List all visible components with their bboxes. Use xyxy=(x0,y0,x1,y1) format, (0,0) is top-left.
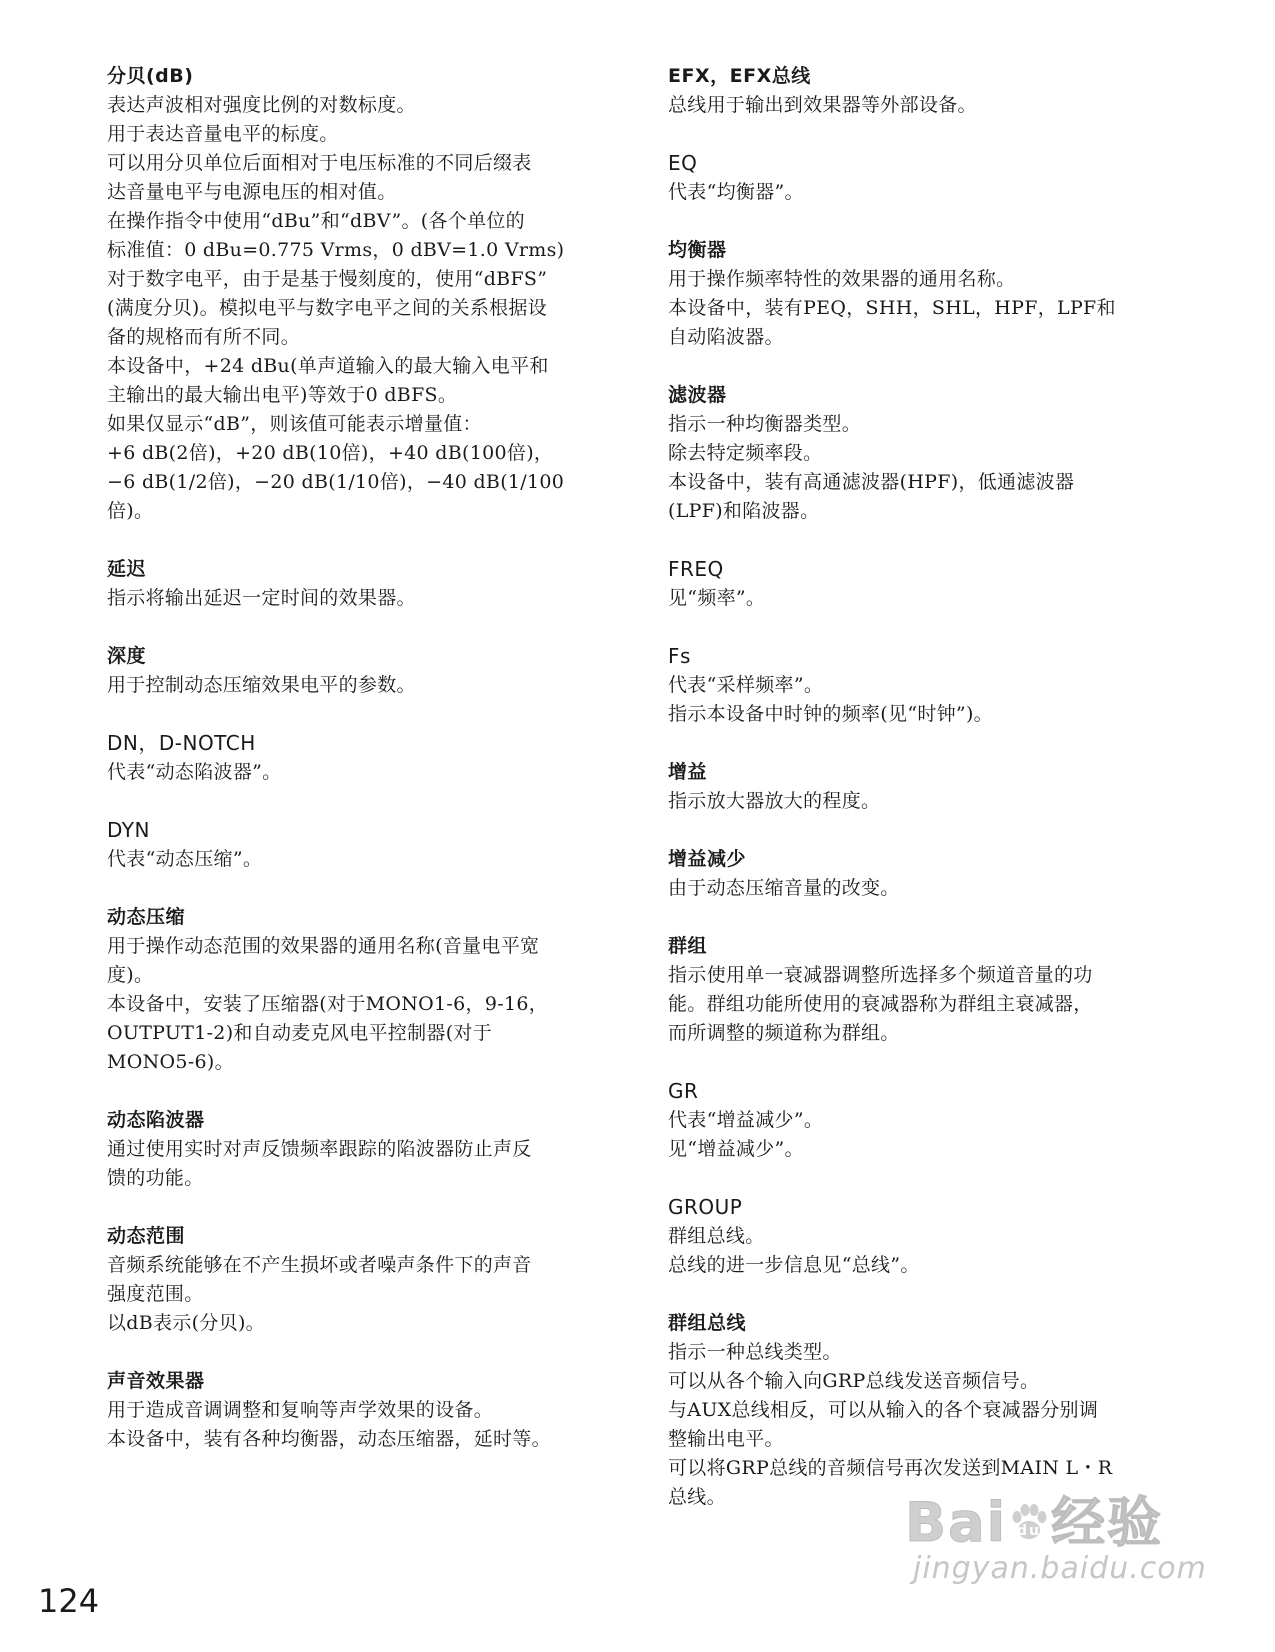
glossary-term: 群组总线 xyxy=(668,1312,747,1334)
glossary-term: 延迟 xyxy=(107,558,147,580)
definition-line: OUTPUT1-2)和自动麦克风电平控制器(对于 xyxy=(107,1022,493,1044)
glossary-entry xyxy=(668,236,1188,352)
definition-line: (满度分贝)。模拟电平与数字电平之间的关系根据设 xyxy=(107,297,548,319)
watermark-url: jingyan.baidu.com xyxy=(913,1551,1207,1586)
glossary-term: 动态压缩 xyxy=(107,906,186,928)
definition-line: 群组总线。 xyxy=(668,1225,765,1247)
definition-line: 指示一种总线类型。 xyxy=(668,1341,842,1363)
definition-line: 除去特定频率段。 xyxy=(668,442,823,464)
glossary-entry xyxy=(668,642,1188,729)
definition-line: 能。群组功能所使用的衰减器称为群组主衰减器， xyxy=(668,993,1093,1015)
glossary-term: 分贝(dB) xyxy=(107,65,194,87)
definition-line: 倍)。 xyxy=(107,500,154,522)
definition-line: 指示一种均衡器类型。 xyxy=(668,413,862,435)
definition-line: 代表“动态陷波器”。 xyxy=(107,761,282,783)
paw-icon xyxy=(1007,1501,1051,1545)
glossary-entry xyxy=(107,729,607,787)
glossary-term: 声音效果器 xyxy=(107,1370,205,1392)
definition-line: 而所调整的频道称为群组。 xyxy=(668,1022,900,1044)
glossary-term: EFX，EFX总线 xyxy=(668,65,811,87)
definition-line: 强度范围。 xyxy=(107,1283,204,1305)
glossary-term: DN，D-NOTCH xyxy=(107,731,256,755)
definition-line: 自动陷波器。 xyxy=(668,326,784,348)
definition-line: 指示放大器放大的程度。 xyxy=(668,790,881,812)
definition-line: 可以将GRP总线的音频信号再次发送到MAIN L・R xyxy=(668,1457,1113,1479)
definition-line: 用于表达音量电平的标度。 xyxy=(107,123,339,145)
glossary-term: 增益减少 xyxy=(668,848,747,870)
glossary-entry xyxy=(668,758,1188,816)
glossary-term: 深度 xyxy=(107,645,147,667)
definition-line: 见“增益减少”。 xyxy=(668,1138,804,1160)
definition-line: 音频系统能够在不产生损坏或者噪声条件下的声音 xyxy=(107,1254,532,1276)
glossary-term: 滤波器 xyxy=(668,384,727,406)
definition-line: 主输出的最大输出电平)等效于0 dBFS。 xyxy=(107,384,458,406)
definition-line: 度)。 xyxy=(107,964,154,986)
definition-line: 标准值：0 dBu=0.775 Vrms，0 dBV=1.0 Vrms) xyxy=(107,239,565,261)
glossary-term: GR xyxy=(668,1079,699,1103)
glossary-entry xyxy=(107,903,607,1077)
definition-line: 通过使用实时对声反馈频率跟踪的陷波器防止声反 xyxy=(107,1138,532,1160)
definition-line: 总线。 xyxy=(668,1486,726,1508)
glossary-entry xyxy=(107,816,607,874)
glossary-term: 动态范围 xyxy=(107,1225,186,1247)
definition-line: 代表“动态压缩”。 xyxy=(107,848,263,870)
definition-line: 总线用于输出到效果器等外部设备。 xyxy=(668,94,977,116)
definition-line: 本设备中，安装了压缩器(对于MONO1-6，9-16， xyxy=(107,993,549,1015)
glossary-term: 增益 xyxy=(668,761,708,783)
glossary-term: EQ xyxy=(668,151,698,175)
definition-line: 见“频率”。 xyxy=(668,587,766,609)
definition-line: 本设备中，装有PEQ，SHH，SHL，HPF，LPF和 xyxy=(668,297,1116,319)
glossary-entry xyxy=(107,555,607,613)
glossary-entry xyxy=(668,932,1188,1048)
glossary-entry xyxy=(668,62,1188,120)
glossary-entry xyxy=(107,62,607,526)
definition-line: 用于造成音调调整和复响等声学效果的设备。 xyxy=(107,1399,494,1421)
definition-line: 以dB表示(分贝)。 xyxy=(107,1312,265,1334)
definition-line: 本设备中，装有高通滤波器(HPF)，低通滤波器 xyxy=(668,471,1075,493)
definition-line: 代表“采样频率”。 xyxy=(668,674,824,696)
definition-line: 总线的进一步信息见“总线”。 xyxy=(668,1254,920,1276)
definition-line: 由于动态压缩音量的改变。 xyxy=(668,877,900,899)
definition-line: 指示将输出延迟一定时间的效果器。 xyxy=(107,587,416,609)
glossary-entry xyxy=(668,555,1188,613)
definition-line: 表达声波相对强度比例的对数标度。 xyxy=(107,94,416,116)
definition-line: 代表“增益减少”。 xyxy=(668,1109,824,1131)
glossary-entry xyxy=(668,149,1188,207)
definition-line: 指示本设备中时钟的频率(见“时钟”)。 xyxy=(668,703,993,725)
glossary-term: 动态陷波器 xyxy=(107,1109,205,1131)
definition-line: MONO5-6)。 xyxy=(107,1051,234,1073)
glossary-entry xyxy=(668,845,1188,903)
glossary-term: GROUP xyxy=(668,1195,743,1219)
left-column xyxy=(107,62,607,1483)
definition-line: 与AUX总线相反，可以从输入的各个衰减器分别调 xyxy=(668,1399,1099,1421)
definition-line: 可以从各个输入向GRP总线发送音频信号。 xyxy=(668,1370,1040,1392)
definition-line: 代表“均衡器”。 xyxy=(668,181,804,203)
glossary-entry xyxy=(668,1193,1188,1280)
definition-line: 在操作指令中使用“dBu”和“dBV”。(各个单位的 xyxy=(107,210,525,232)
definition-line: 备的规格而有所不同。 xyxy=(107,326,301,348)
glossary-term: Fs xyxy=(668,644,691,668)
glossary-term: 群组 xyxy=(668,935,708,957)
glossary-entry xyxy=(668,381,1188,526)
svg-text:du: du xyxy=(1017,1523,1042,1539)
glossary-entry xyxy=(668,1077,1188,1164)
definition-line: (LPF)和陷波器。 xyxy=(668,500,820,522)
definition-line: 可以用分贝单位后面相对于电压标准的不同后缀表 xyxy=(107,152,532,174)
glossary-entry xyxy=(107,1222,607,1338)
definition-line: 用于操作频率特性的效果器的通用名称。 xyxy=(668,268,1016,290)
definition-line: 如果仅显示“dB”，则该值可能表示增量值： xyxy=(107,413,482,435)
glossary-term: FREQ xyxy=(668,557,724,581)
right-column xyxy=(668,62,1188,1541)
watermark-logo-right: 经验 xyxy=(1051,1491,1164,1554)
definition-line: 指示使用单一衰减器调整所选择多个频道音量的功 xyxy=(668,964,1093,986)
watermark-logo-left: Bai xyxy=(905,1491,1008,1554)
definition-line: 馈的功能。 xyxy=(107,1167,204,1189)
glossary-entry xyxy=(107,642,607,700)
definition-line: 对于数字电平，由于是基于慢刻度的，使用“dBFS” xyxy=(107,268,548,290)
glossary-entry xyxy=(668,1309,1188,1512)
definition-line: 本设备中，装有各种均衡器，动态压缩器，延时等。 xyxy=(107,1428,551,1450)
glossary-term: 均衡器 xyxy=(668,239,727,261)
definition-line: −6 dB(1/2倍)，−20 dB(1/10倍)，−40 dB(1/100 xyxy=(107,471,565,493)
definition-line: 达音量电平与电源电压的相对值。 xyxy=(107,181,397,203)
glossary-entry xyxy=(107,1106,607,1193)
glossary-entry xyxy=(107,1367,607,1454)
definition-line: 本设备中，+24 dBu(单声道输入的最大输入电平和 xyxy=(107,355,549,377)
definition-line: 用于控制动态压缩效果电平的参数。 xyxy=(107,674,416,696)
baidu-watermark xyxy=(905,1491,1207,1586)
page-number: 124 xyxy=(38,1582,100,1620)
glossary-term: DYN xyxy=(107,818,150,842)
definition-line: 整输出电平。 xyxy=(668,1428,784,1450)
definition-line: 用于操作动态范围的效果器的通用名称(音量电平宽 xyxy=(107,935,540,957)
definition-line: +6 dB(2倍)，+20 dB(10倍)，+40 dB(100倍)， xyxy=(107,442,554,464)
